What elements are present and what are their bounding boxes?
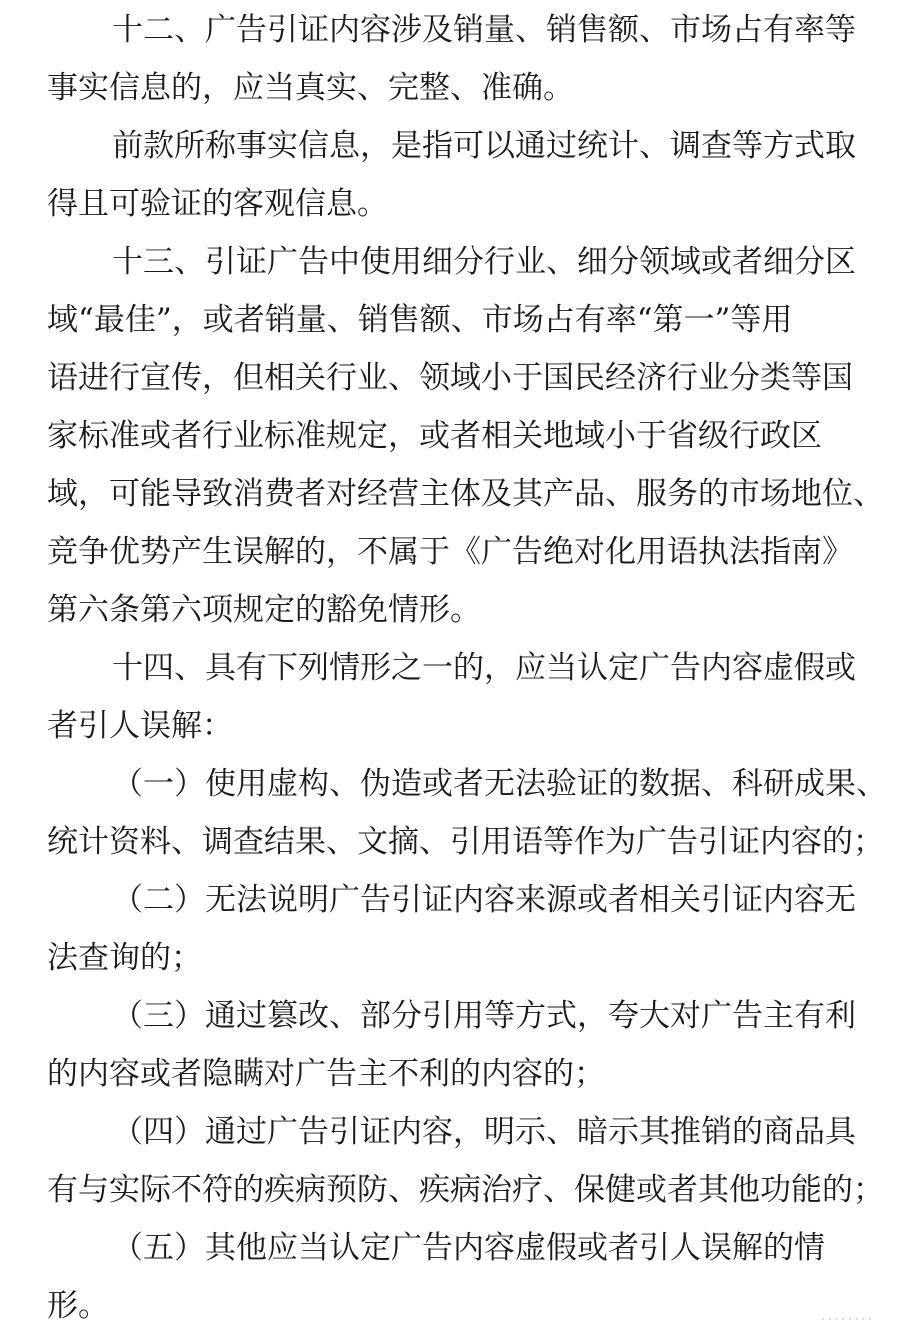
text-line: 十三、引证广告中使用细分行业、细分领域或者细分区 (112, 244, 856, 280)
watermark: ········ (820, 1309, 874, 1330)
text-line: （二）无法说明广告引证内容来源或者相关引证内容无 (112, 882, 856, 918)
text-line: 形。 (47, 1288, 109, 1324)
text-line: 十四、具有下列情形之一的，应当认定广告内容虚假或 (112, 650, 856, 686)
text-line: 前款所称事实信息，是指可以通过统计、调查等方式取 (112, 128, 856, 164)
text-line: 域，可能导致消费者对经营主体及其产品、服务的市场地位、 (47, 476, 884, 512)
text-line: （一）使用虚构、伪造或者无法验证的数据、科研成果、 (112, 766, 887, 802)
text-line: （四）通过广告引证内容，明示、暗示其推销的商品具 (112, 1114, 856, 1150)
text-line: 有与实际不符的疾病预防、疾病治疗、保健或者其他功能的； (47, 1172, 884, 1208)
text-line: （三）通过篡改、部分引用等方式，夸大对广告主有利 (112, 998, 856, 1034)
text-line: 得且可验证的客观信息。 (47, 186, 388, 222)
text-line: 第六条第六项规定的豁免情形。 (47, 592, 481, 628)
text-line: 法查询的； (47, 940, 202, 976)
text-line: 者引人误解： (47, 708, 233, 744)
text-line: 语进行宣传，但相关行业、领域小于国民经济行业分类等国 (47, 360, 853, 396)
text-line: 竞争优势产生误解的，不属于《广告绝对化用语执法指南》 (47, 534, 853, 570)
text-line: 域“最佳”，或者销量、销售额、市场占有率“第一”等用 (47, 302, 793, 338)
text-line: 事实信息的，应当真实、完整、准确。 (47, 70, 574, 106)
text-line: 的内容或者隐瞒对广告主不利的内容的； (47, 1056, 605, 1092)
text-line: 家标准或者行业标准规定，或者相关地域小于省级行政区 (47, 418, 822, 454)
text-line: 统计资料、调查结果、文摘、引用语等作为广告引证内容的； (47, 824, 884, 860)
text-line: （五）其他应当认定广告内容虚假或者引人误解的情 (112, 1230, 825, 1266)
text-line: 十二、广告引证内容涉及销量、销售额、市场占有率等 (112, 12, 856, 48)
